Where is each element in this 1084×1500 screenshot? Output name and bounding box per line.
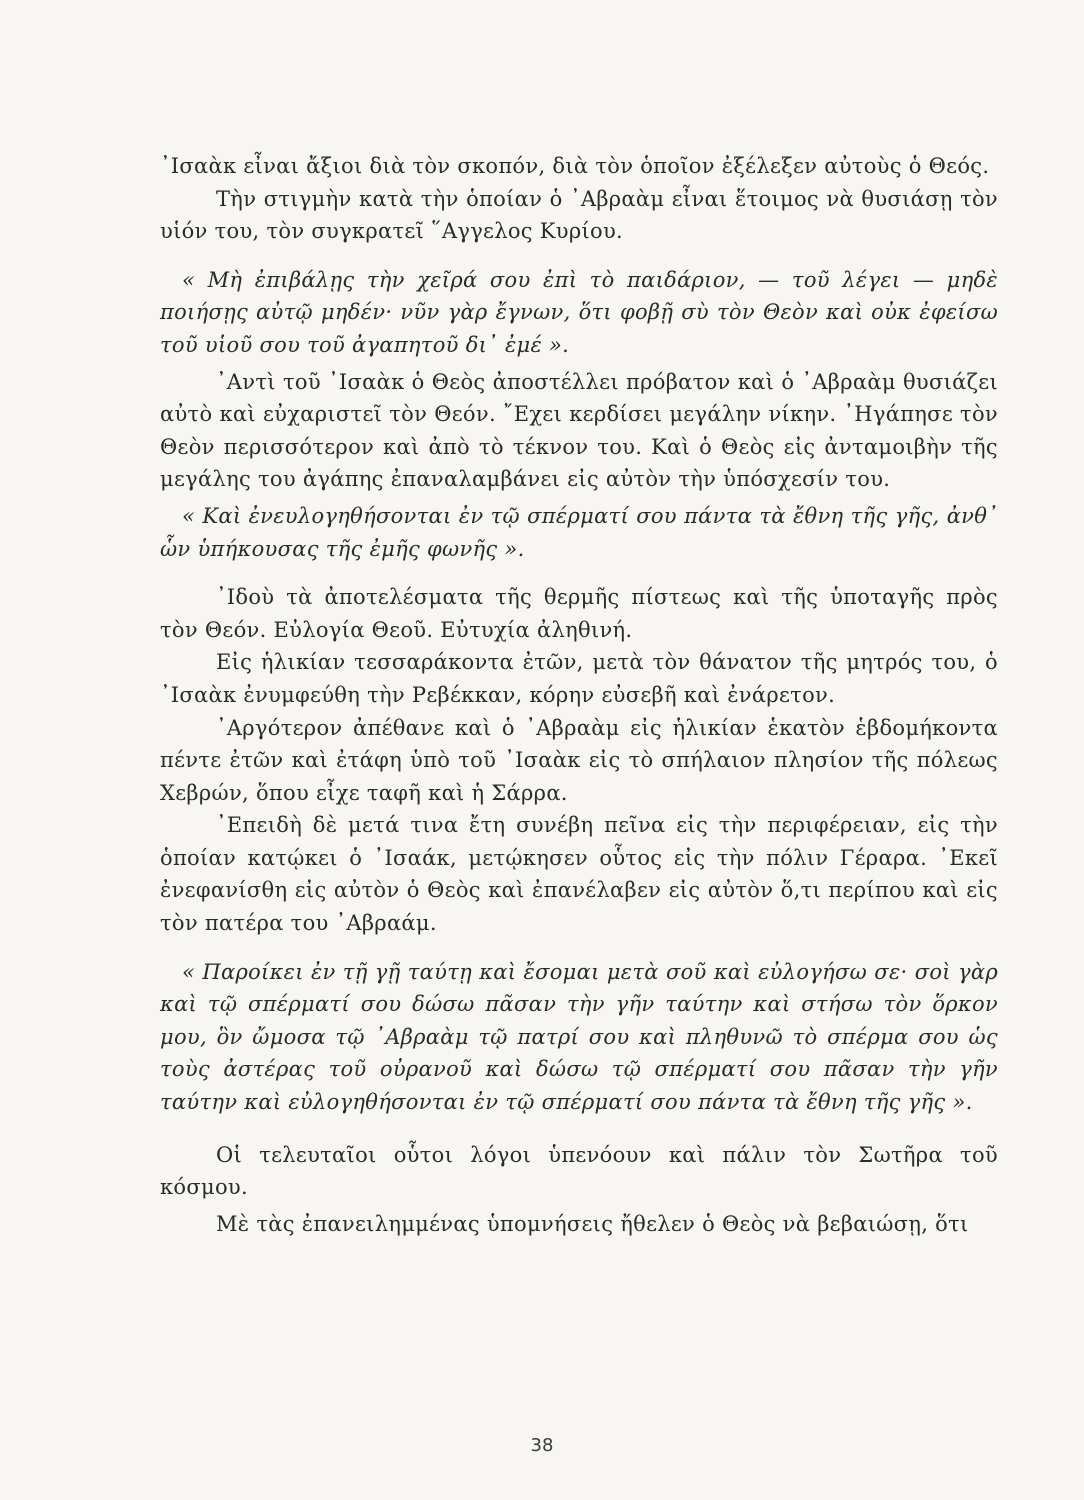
paragraph-6: ᾿Αργότερον ἀπέθανε καὶ ὁ ᾿Αβραὰμ εἰς ἡλικίαν ἑκατὸν ἑβδομήκοντα πέντε ἐτῶν καὶ ἐτάφη ὑπὸ τοῦ ᾿Ισαὰκ εἰς τὸ σπήλαιον πλησίον τῆς πόλεως Χεβρών, ὅπου εἶχε ταφῆ καὶ ἡ Σάρρα. bbox=[160, 715, 998, 805]
page-number: 38 bbox=[530, 1435, 554, 1456]
page-body bbox=[160, 150, 998, 1240]
paragraph-5: Εἰς ἡλικίαν τεσσαράκοντα ἐτῶν, μετὰ τὸν θάνατον τῆς μητρός του, ὁ ᾿Ισαὰκ ἐνυμφεύθη τὴν Ρεβέκκαν, κόρην εὐσεβῆ καὶ ἐνάρετον. bbox=[160, 650, 998, 707]
paragraph-3: ᾿Αντὶ τοῦ ᾿Ισαὰκ ὁ Θεὸς ἀποστέλλει πρόβατον καὶ ὁ ᾿Αβραὰμ θυσιάζει αὐτὸ καὶ εὐχαριστεῖ τὸν Θεόν. ῎Εχει κερδίσει μεγάλην νίκην. ᾿Ηγάπησε τὸν Θεὸν περισσότερον καὶ ἀπὸ τὸ τέκνον του. Καὶ ὁ Θεὸς εἰς ἀνταμοιβὴν τῆς μεγάλης του ἀγάπης ἐπαναλαμβάνει εἰς αὐτὸν τὴν ὑπόσχεσίν του. bbox=[160, 369, 998, 492]
paragraph-8: Οἱ τελευταῖοι οὗτοι λόγοι ὑπενόουν καὶ πάλιν τὸν Σωτῆρα τοῦ κόσμου. bbox=[160, 1142, 998, 1200]
quote-3: « Παροίκει ἐν τῇ γῇ ταύτῃ καὶ ἔσομαι μετὰ σοῦ καὶ εὐλογήσω σε· σοὶ γὰρ καὶ τῷ σπέρματί σου δώσω πᾶσαν τὴν γῆν ταύτην καὶ στήσω τὸν ὅρκον μου, ὃν ὤμοσα τῷ ᾿Αβραὰμ τῷ πατρί σου καὶ πληθυνῶ τὸ σπέρμα σου ὡς τοὺς ἀστέρας τοῦ οὐρανοῦ καὶ δώσω τῷ σπέρματί σου πᾶσαν τὴν γῆν ταύτην καὶ εὐλογηθήσονται ἐν τῷ σπέρματί σου πάντα τὰ ἔθνη τῆς γῆς ». bbox=[160, 959, 998, 1115]
paragraph-1: ᾿Ισαὰκ εἶναι ἄξιοι διὰ τὸν σκοπόν, διὰ τὸν ὁποῖον ἐξέλεξεν αὐτοὺς ὁ Θεός. bbox=[160, 154, 990, 178]
paragraph-4: ᾿Ιδοὺ τὰ ἀποτελέσματα τῆς θερμῆς πίστεως καὶ τῆς ὑποταγῆς πρὸς τὸν Θεόν. Εὐλογία Θεοῦ. Εὐτυχία ἀληθινή. bbox=[160, 585, 998, 642]
quote-1: « Μὴ ἐπιβάλῃς τὴν χεῖρά σου ἐπὶ τὸ παιδάριον, — τοῦ λέγει — μηδὲ ποιήσῃς αὐτῷ μηδέν· νῦν γὰρ ἔγνων, ὅτι φοβῇ σὺ τὸν Θεὸν καὶ οὐκ ἐφείσω τοῦ υἱοῦ σου τοῦ ἀγαπητοῦ δι᾿ ἐμέ ». bbox=[160, 267, 998, 357]
paragraph-2: Τὴν στιγμὴν κατὰ τὴν ὁποίαν ὁ ᾿Αβραὰμ εἶναι ἕτοιμος νὰ θυσιάσῃ τὸν υἱόν του, τὸν συγκρατεῖ ῞Αγγελος Κυρίου. bbox=[160, 186, 998, 244]
paragraph-9: Μὲ τὰς ἐπανειλημμένας ὑπομνήσεις ἤθελεν ὁ Θεὸς νὰ βεβαιώσῃ, ὅτι bbox=[216, 1211, 969, 1236]
paragraph-7: ᾿Επειδὴ δὲ μετά τινα ἔτη συνέβη πεῖνα εἰς τὴν περιφέρειαν, εἰς τὴν ὁποίαν κατῴκει ὁ ᾿Ισαάκ, μετῴκησεν οὗτος εἰς τὴν πόλιν Γέραρα. ᾿Εκεῖ ἐνεφανίσθη εἰς αὐτὸν ὁ Θεὸς καὶ ἐπανέλαβεν εἰς αὐτὸν ὅ,τι περίπου καὶ εἰς τὸν πατέρα του ᾿Αβραάμ. bbox=[160, 813, 998, 936]
quote-2: « Καὶ ἐνευλογηθήσονται ἐν τῷ σπέρματί σου πάντα τὰ ἔθνη τῆς γῆς, ἀνθ᾿ ὧν ὑπήκουσας τῆς ἐμῆς φωνῆς ». bbox=[160, 503, 998, 561]
